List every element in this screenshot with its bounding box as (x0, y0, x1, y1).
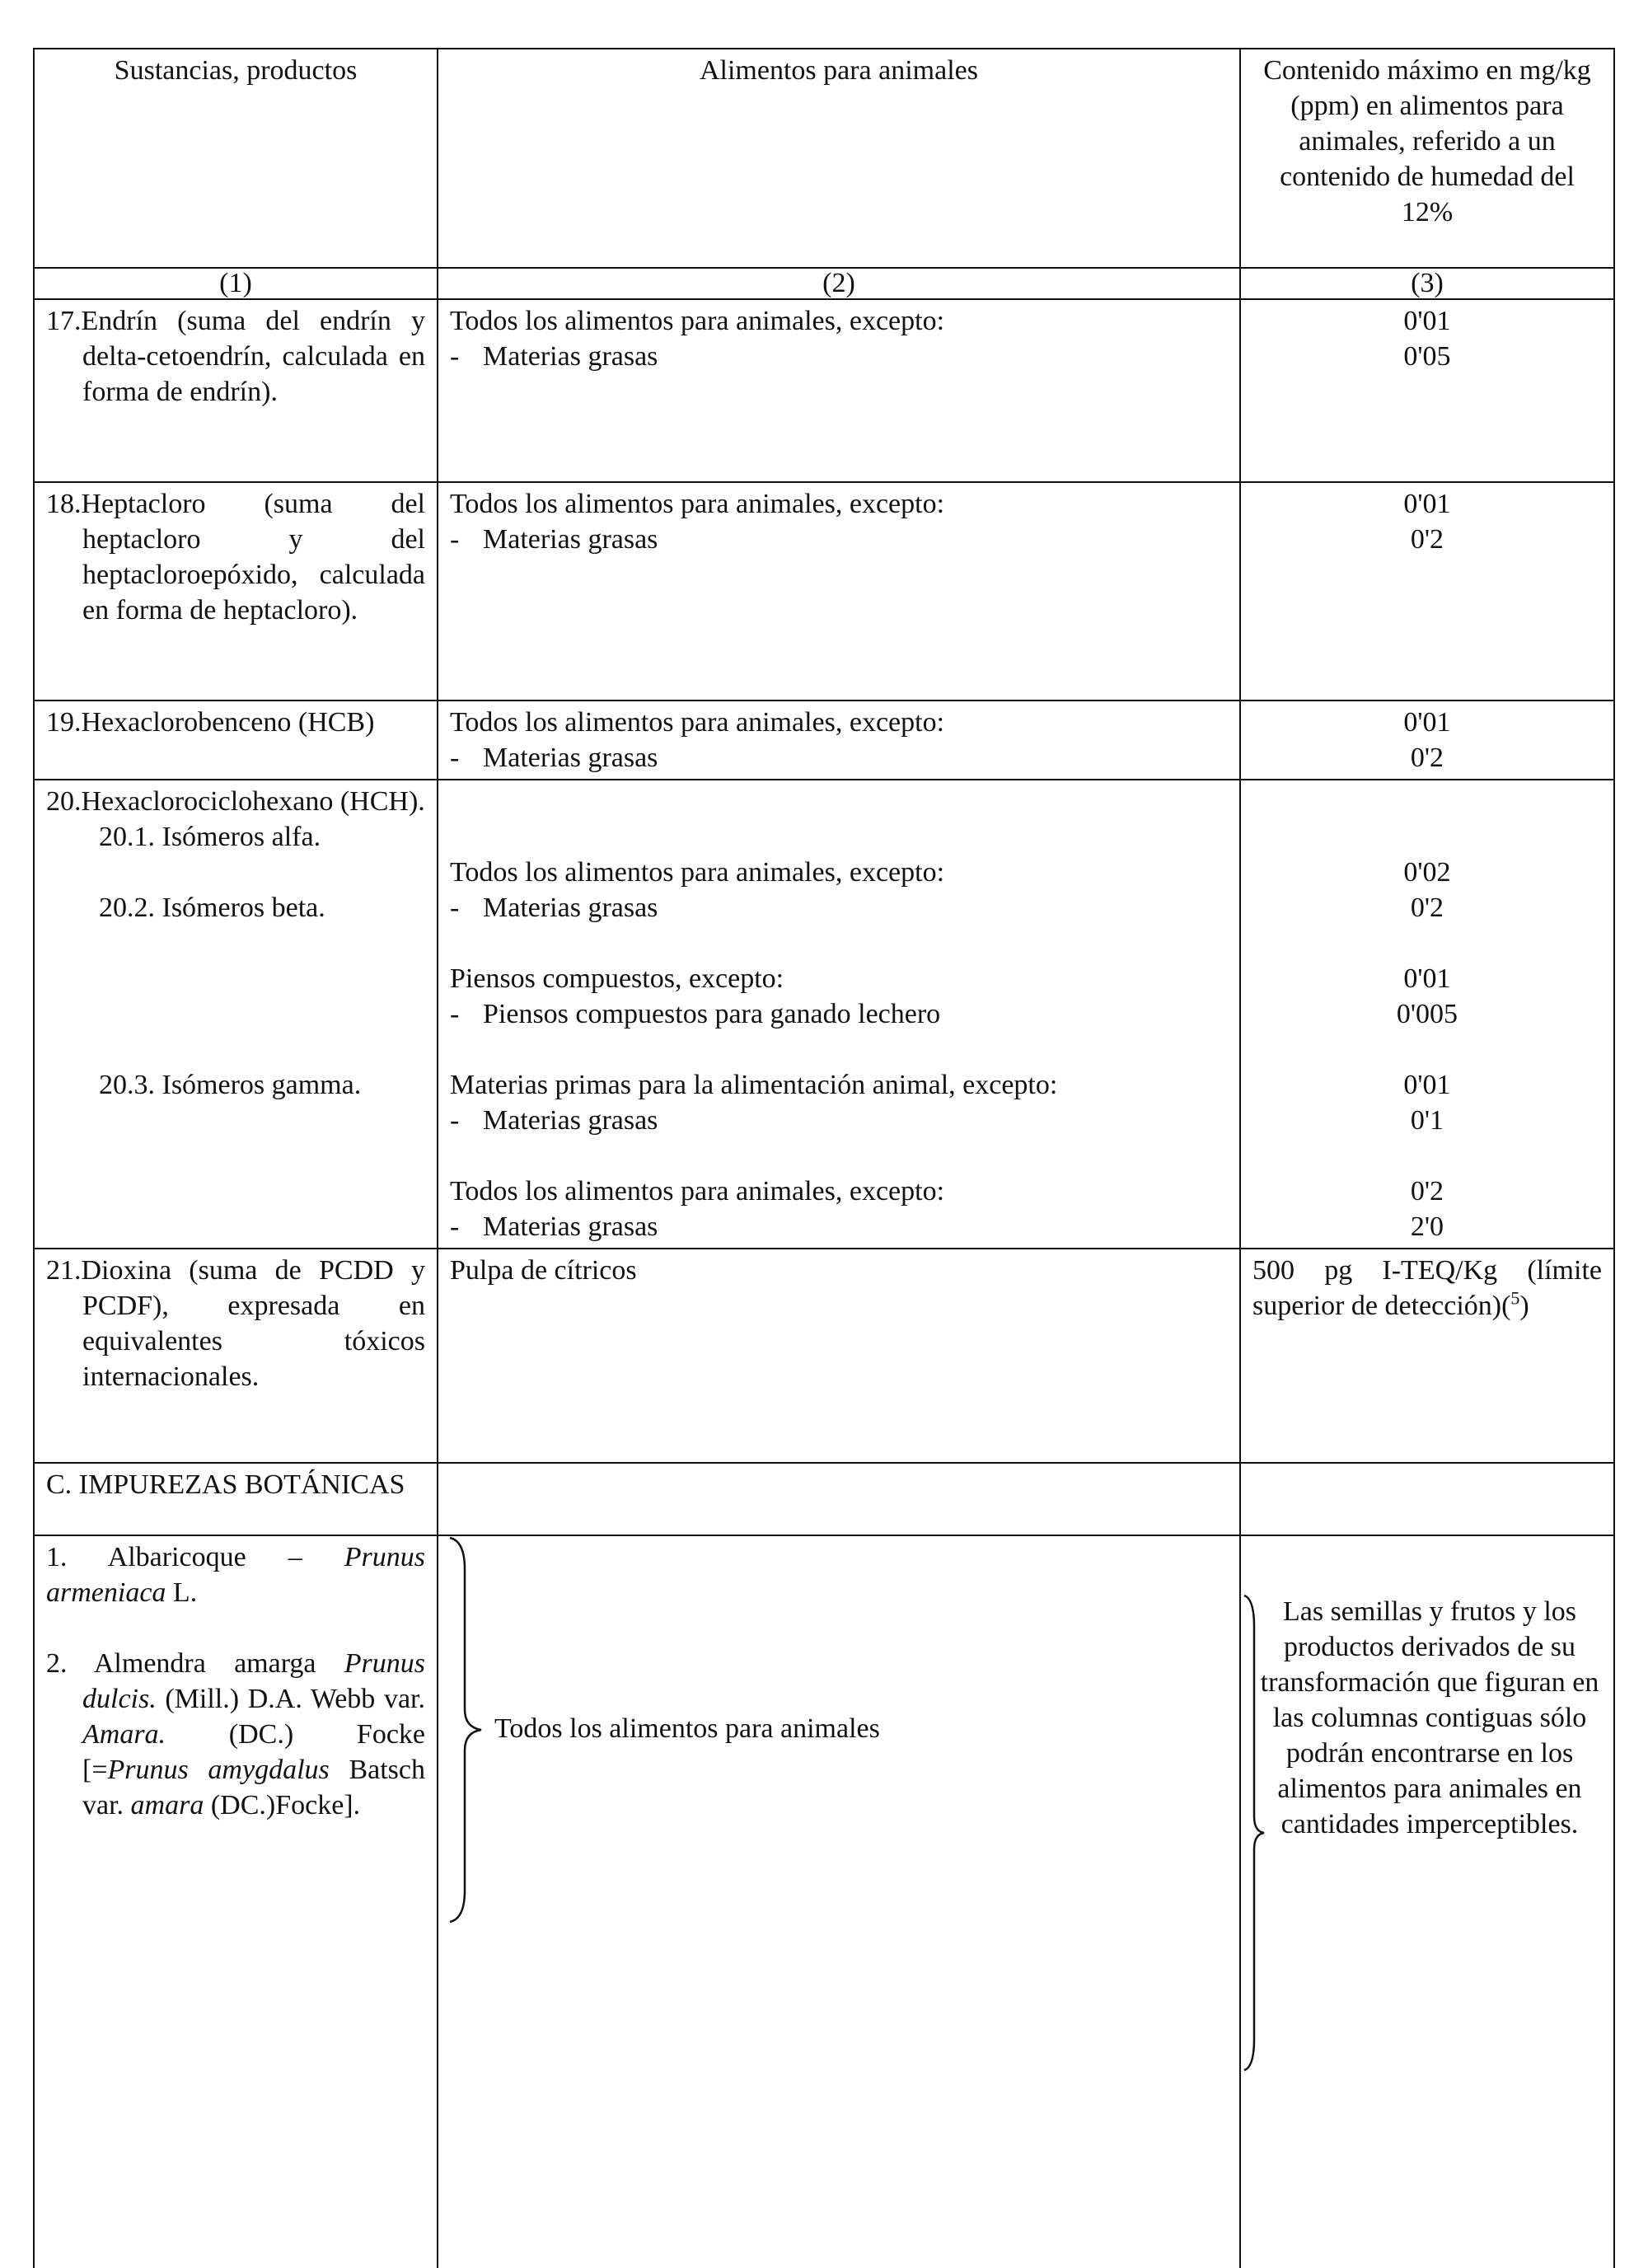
feed-19 (438, 701, 1240, 780)
header-row (34, 49, 1614, 268)
feed-20-alfa-exception-text: Materias grasas (483, 893, 658, 923)
feed-20-gamma-exception: - Materias grasas (450, 1211, 658, 1242)
feed-17-exception: - Materias grasas (450, 341, 658, 372)
botanical-substances (34, 1535, 438, 2268)
substance-21: 21.Dioxina (suma de PCDD y PCDF), expresada en equivalentes tóxicos internacionales. (34, 1249, 438, 1463)
feed-20-beta1-exception-text: Piensos compuestos para ganado lechero (483, 999, 941, 1029)
substance-20-title: 20.Hexaclorociclohexano (HCH). (46, 786, 425, 817)
substance-20-beta: 20.2. Isómeros beta. (99, 893, 325, 923)
value-19-main: 0'01 (1403, 707, 1451, 738)
substance-20 (34, 780, 438, 1249)
header-feed: Alimentos para animales (438, 49, 1240, 268)
limits-table (33, 48, 1615, 2268)
feed-20-gamma-main: Todos los alimentos para animales, excepto: (450, 1176, 945, 1207)
footnote-ref-5: 5 (1510, 1287, 1520, 1309)
value-20-gamma-main: 0'2 (1410, 1176, 1444, 1207)
left-brace-icon (447, 1536, 488, 1924)
section-c-row (34, 1463, 1614, 1535)
value-20-gamma-exception: 2'0 (1410, 1211, 1444, 1242)
table-row-20 (34, 780, 1614, 1249)
feed-20 (438, 780, 1240, 1249)
values-20 (1240, 780, 1614, 1249)
botanical-note-text: Las semillas y frutos y los productos derivados de su transformación que figuran en las columnas contiguas sólo podrán encontrarse en los alimentos para animales en cantidades imperceptibles. (1260, 1596, 1599, 1839)
substance-18: 18.Heptacloro (suma del heptacloro y del heptacloroepóxido, calculada en forma de heptacloro). (34, 482, 438, 701)
value-19-exception: 0'2 (1410, 743, 1444, 773)
substance-17: 17.Endrín (suma del endrín y delta-cetoendrín, calculada en forma de endrín). (34, 299, 438, 482)
substance-20-gamma: 20.3. Isómeros gamma. (99, 1070, 362, 1100)
values-18 (1240, 482, 1614, 701)
value-21 (1240, 1249, 1614, 1463)
feed-18-main: Todos los alimentos para animales, excepto: (450, 489, 945, 519)
value-21-text: 500 pg I-TEQ/Kg (límite superior de detección)( (1252, 1255, 1602, 1321)
feed-17-exception-text: Materias grasas (483, 341, 658, 372)
feed-20-alfa-main: Todos los alimentos para animales, excepto: (450, 857, 945, 888)
column-number-3: (3) (1240, 268, 1614, 299)
section-c-title: C. IMPUREZAS BOTÁNICAS (34, 1463, 438, 1535)
value-20-alfa-exception: 0'2 (1410, 893, 1444, 923)
feed-20-beta1-main: Piensos compuestos, excepto: (450, 963, 784, 994)
value-20-beta1-exception: 0'005 (1396, 999, 1458, 1029)
values-17 (1240, 299, 1614, 482)
value-18-exception: 0'2 (1410, 524, 1444, 555)
right-brace-icon (1243, 1594, 1267, 2072)
value-20-alfa-main: 0'02 (1403, 857, 1451, 888)
column-number-1: (1) (34, 268, 438, 299)
table-row-19 (34, 701, 1614, 780)
section-c-feed-empty (438, 1463, 1240, 1535)
substance-20-alfa: 20.1. Isómeros alfa. (99, 822, 321, 852)
feed-20-beta2-main: Materias primas para la alimentación animal, excepto: (450, 1070, 1058, 1100)
document-sheet (33, 48, 1613, 2141)
substance-19: 19.Hexaclorobenceno (HCB) (34, 701, 438, 780)
value-20-beta2-exception: 0'1 (1410, 1105, 1444, 1136)
botanical-item-2: 2. Almendra amarga Prunus dulcis. (Mill.) D.A. Webb var. Amara. (DC.) Focke [=Prunus amygdalus Batsch var. amara (DC.)Focke]. (46, 1648, 425, 1820)
feed-17 (438, 299, 1240, 482)
value-20-beta1-main: 0'01 (1403, 963, 1451, 994)
feed-17-main: Todos los alimentos para animales, excepto: (450, 306, 945, 336)
feed-21: Pulpa de cítricos (438, 1249, 1240, 1463)
value-21-close: ) (1519, 1291, 1529, 1321)
value-18-main: 0'01 (1403, 489, 1451, 519)
botanical-row (34, 1535, 1614, 2268)
feed-20-beta2-exception-text: Materias grasas (483, 1105, 658, 1136)
feed-18-exception-text: Materias grasas (483, 524, 658, 555)
feed-19-exception: - Materias grasas (450, 743, 658, 773)
feed-20-beta2-exception: - Materias grasas (450, 1105, 658, 1136)
botanical-feed (438, 1535, 1240, 2268)
feed-18 (438, 482, 1240, 701)
value-20-beta2-main: 0'01 (1403, 1070, 1451, 1100)
table-row-21 (34, 1249, 1614, 1463)
value-17-exception: 0'05 (1403, 341, 1451, 372)
feed-19-exception-text: Materias grasas (483, 743, 658, 773)
header-substances: Sustancias, productos (34, 49, 438, 268)
feed-18-exception: - Materias grasas (450, 524, 658, 555)
column-number-row (34, 268, 1614, 299)
botanical-item-1: 1. Albaricoque – Prunus armeniaca L. (46, 1542, 425, 1608)
botanical-note (1240, 1535, 1614, 2268)
values-19 (1240, 701, 1614, 780)
section-c-value-empty (1240, 1463, 1614, 1535)
value-17-main: 0'01 (1403, 306, 1451, 336)
column-number-2: (2) (438, 268, 1240, 299)
table-row-17 (34, 299, 1614, 482)
feed-20-alfa-exception: - Materias grasas (450, 893, 658, 923)
header-max-content: Contenido máximo en mg/kg (ppm) en alimentos para animales, referido a un contenido de humedad del 12% (1240, 49, 1614, 268)
table-row-18 (34, 482, 1614, 701)
botanical-feed-text: Todos los alimentos para animales (494, 1713, 880, 1744)
feed-20-beta1-exception: - Piensos compuestos para ganado lechero (450, 999, 941, 1029)
feed-19-main: Todos los alimentos para animales, excepto: (450, 707, 945, 738)
feed-20-gamma-exception-text: Materias grasas (483, 1211, 658, 1242)
